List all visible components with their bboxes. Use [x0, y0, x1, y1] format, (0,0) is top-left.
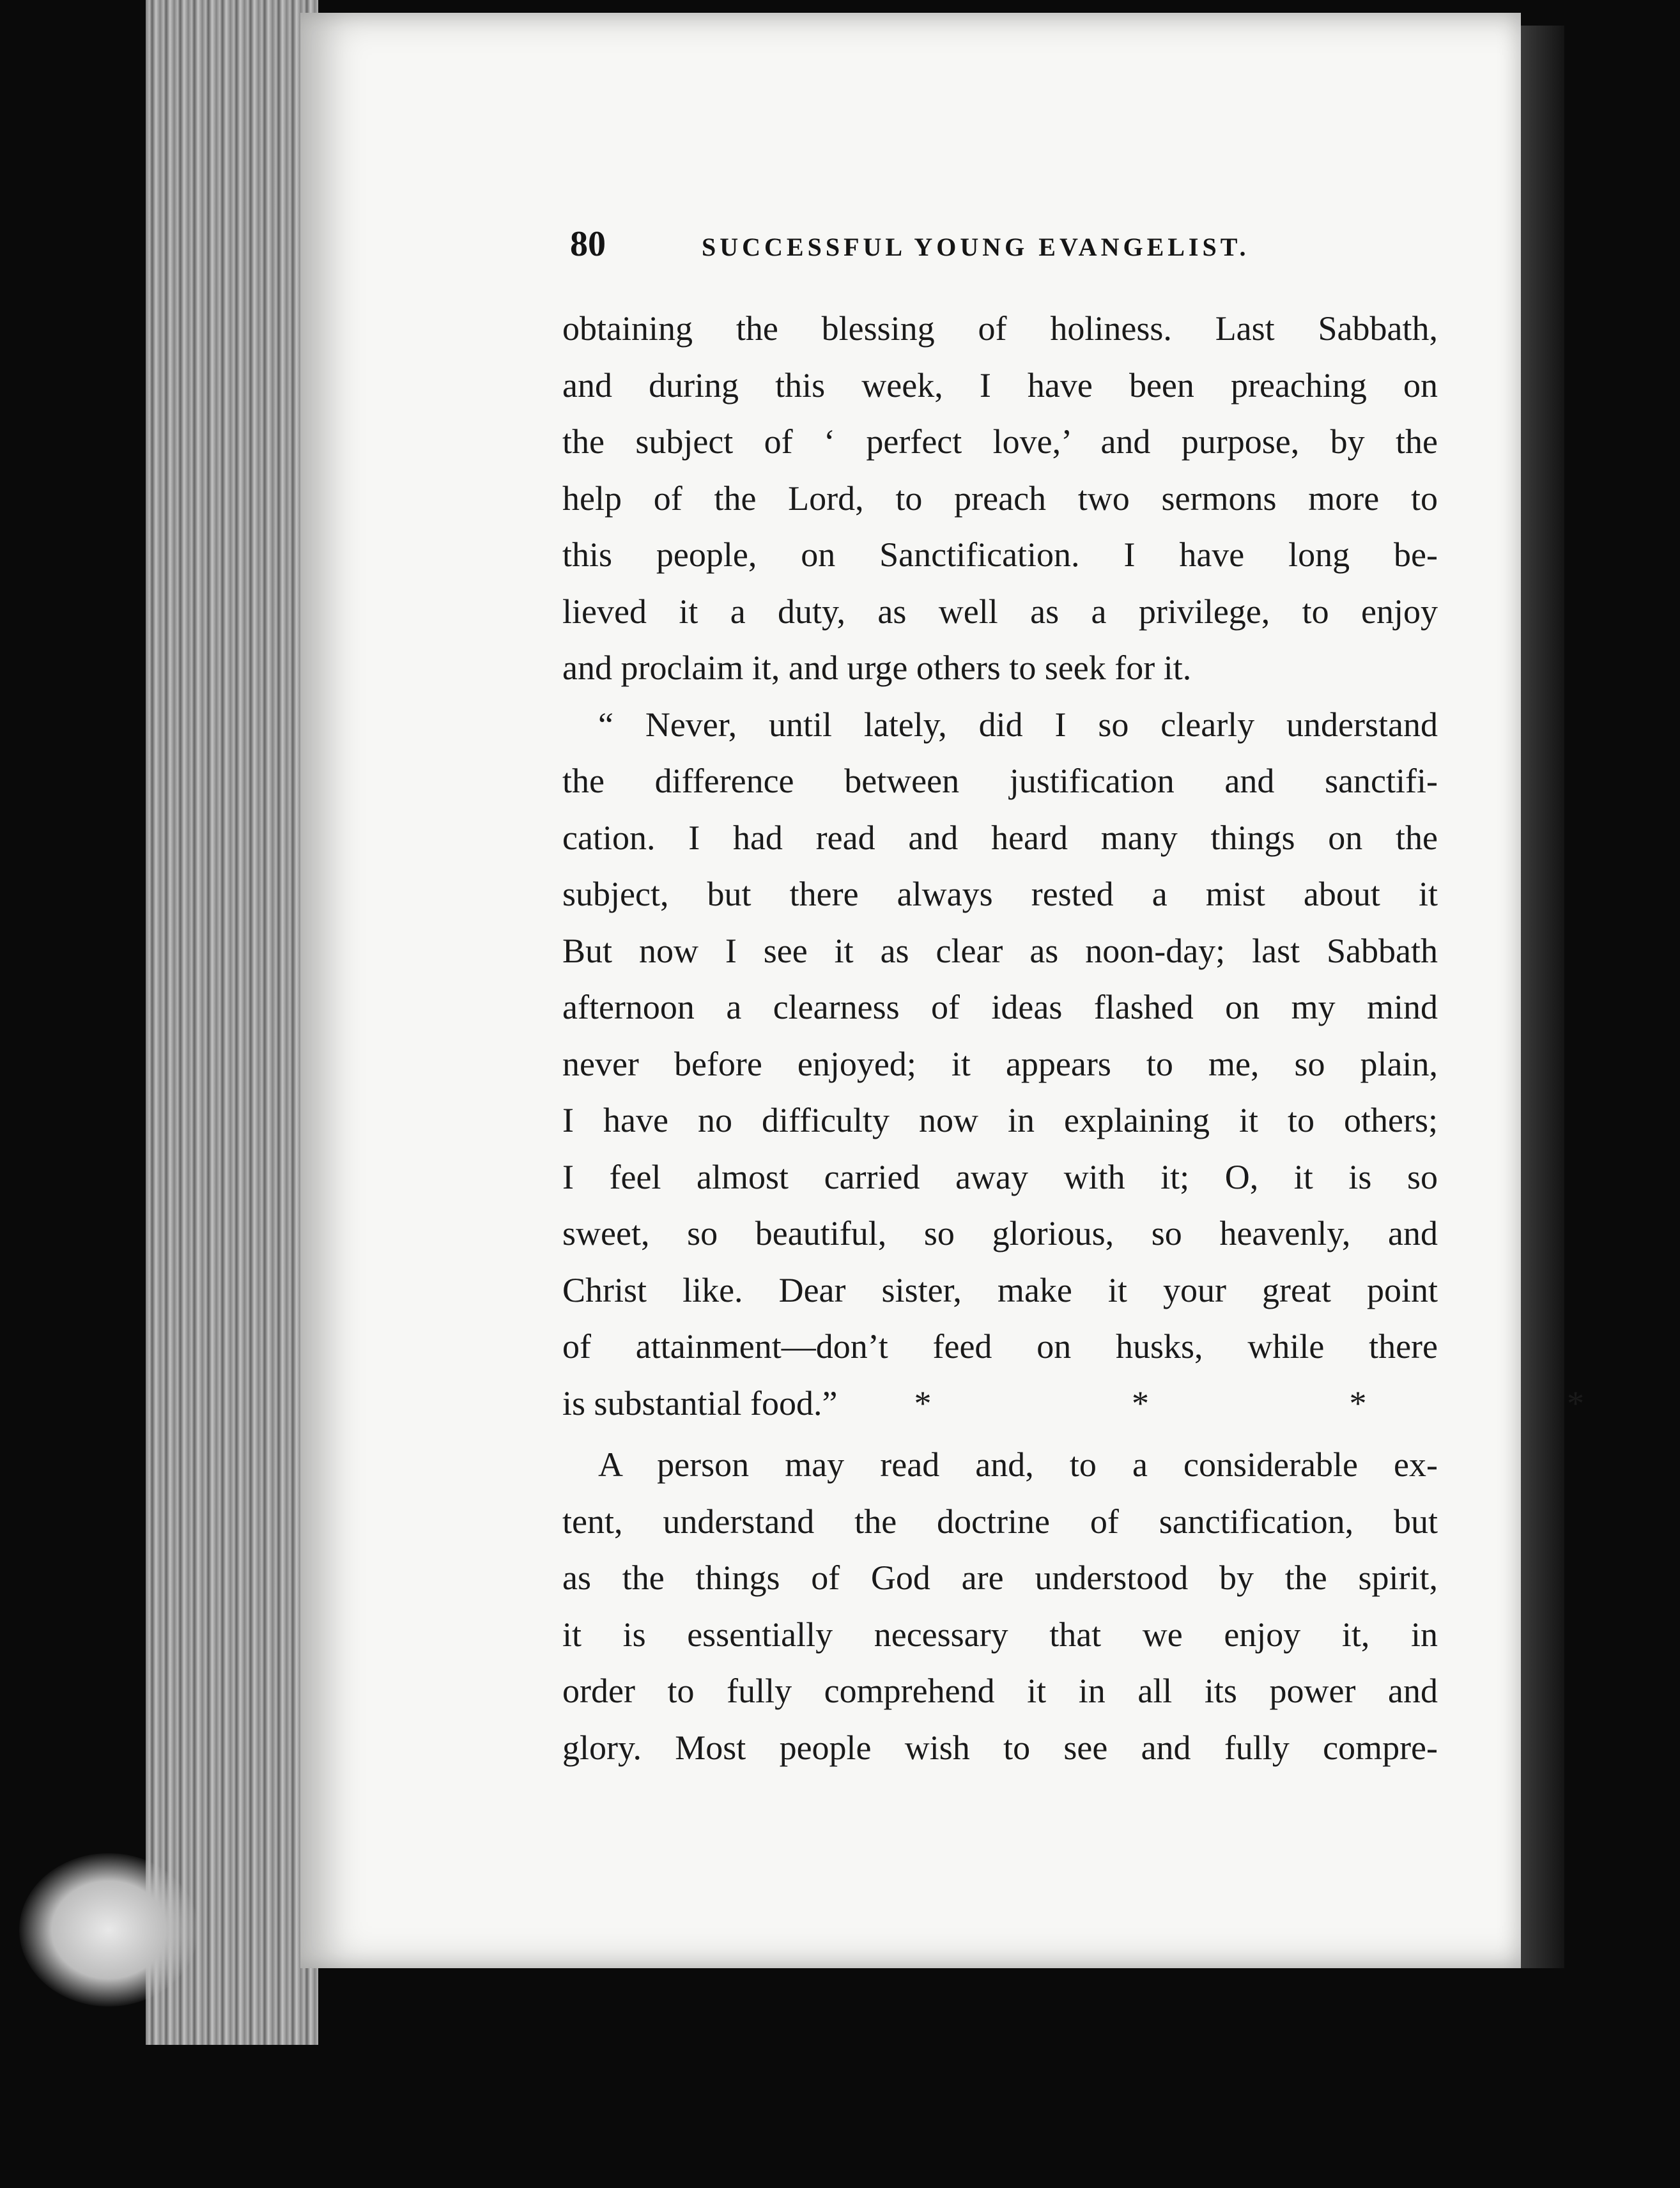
- text-line: Christ like. Dear sister, make it your great point: [562, 1270, 1438, 1309]
- text-line: is substantial food.”: [562, 1383, 838, 1422]
- section-break-stars: * * * *: [914, 1383, 1680, 1422]
- text-line: order to fully comprehend it in all its power and: [562, 1672, 1438, 1710]
- page-number: 80: [570, 224, 606, 264]
- text-line: tent, understand the doctrine of sanctification, but: [562, 1502, 1438, 1541]
- text-line: sweet, so beautiful, so glorious, so heavenly, and: [562, 1214, 1438, 1252]
- text-line: lieved it a duty, as well as a privilege, to enjoy: [562, 592, 1438, 631]
- text-line: afternoon a clearness of ideas flashed on my mind: [562, 988, 1438, 1026]
- text-line-with-stars: [562, 1375, 1680, 1432]
- text-line: and proclaim it, and urge others to seek for it.: [562, 649, 1192, 687]
- text-line: of attainment—don’t feed on husks, while there: [562, 1327, 1438, 1366]
- text-line: the subject of ‘ perfect love,’ and purpose, by the: [562, 422, 1438, 461]
- text-line: obtaining the blessing of holiness. Last Sabbath,: [562, 309, 1438, 348]
- text-line: never before enjoyed; it appears to me, so plain,: [562, 1044, 1438, 1083]
- text-line: But now I see it as clear as noon-day; last Sabbath: [562, 931, 1438, 970]
- text-line: as the things of God are understood by the spirit,: [562, 1559, 1438, 1597]
- text-line: the difference between justification and sanctifi-: [562, 762, 1438, 800]
- text-line: and during this week, I have been preaching on: [562, 366, 1438, 404]
- text-line: glory. Most people wish to see and fully compre-: [562, 1728, 1438, 1767]
- text-line: cation. I had read and heard many things on the: [562, 818, 1438, 857]
- text-line: I feel almost carried away with it; O, it is so: [562, 1157, 1438, 1196]
- running-head: [570, 224, 1452, 275]
- text-line: this people, on Sanctification. I have long be-: [562, 535, 1438, 574]
- text-line: subject, but there always rested a mist about it: [562, 875, 1438, 913]
- text-line: it is essentially necessary that we enjoy it, in: [562, 1615, 1438, 1654]
- text-line: A person may read and, to a considerable ex-: [598, 1445, 1438, 1484]
- text-line: help of the Lord, to preach two sermons more to: [562, 479, 1438, 518]
- page-edges: [146, 0, 318, 2045]
- running-head-title: SUCCESSFUL YOUNG EVANGELIST.: [702, 233, 1250, 261]
- paper-stain: [19, 1853, 198, 2007]
- text-line: “ Never, until lately, did I so clearly understand: [598, 705, 1438, 744]
- binding-shadow: [1521, 26, 1564, 1968]
- text-line: I have no difficulty now in explaining it to others;: [562, 1101, 1438, 1139]
- body-text: [562, 300, 1680, 1776]
